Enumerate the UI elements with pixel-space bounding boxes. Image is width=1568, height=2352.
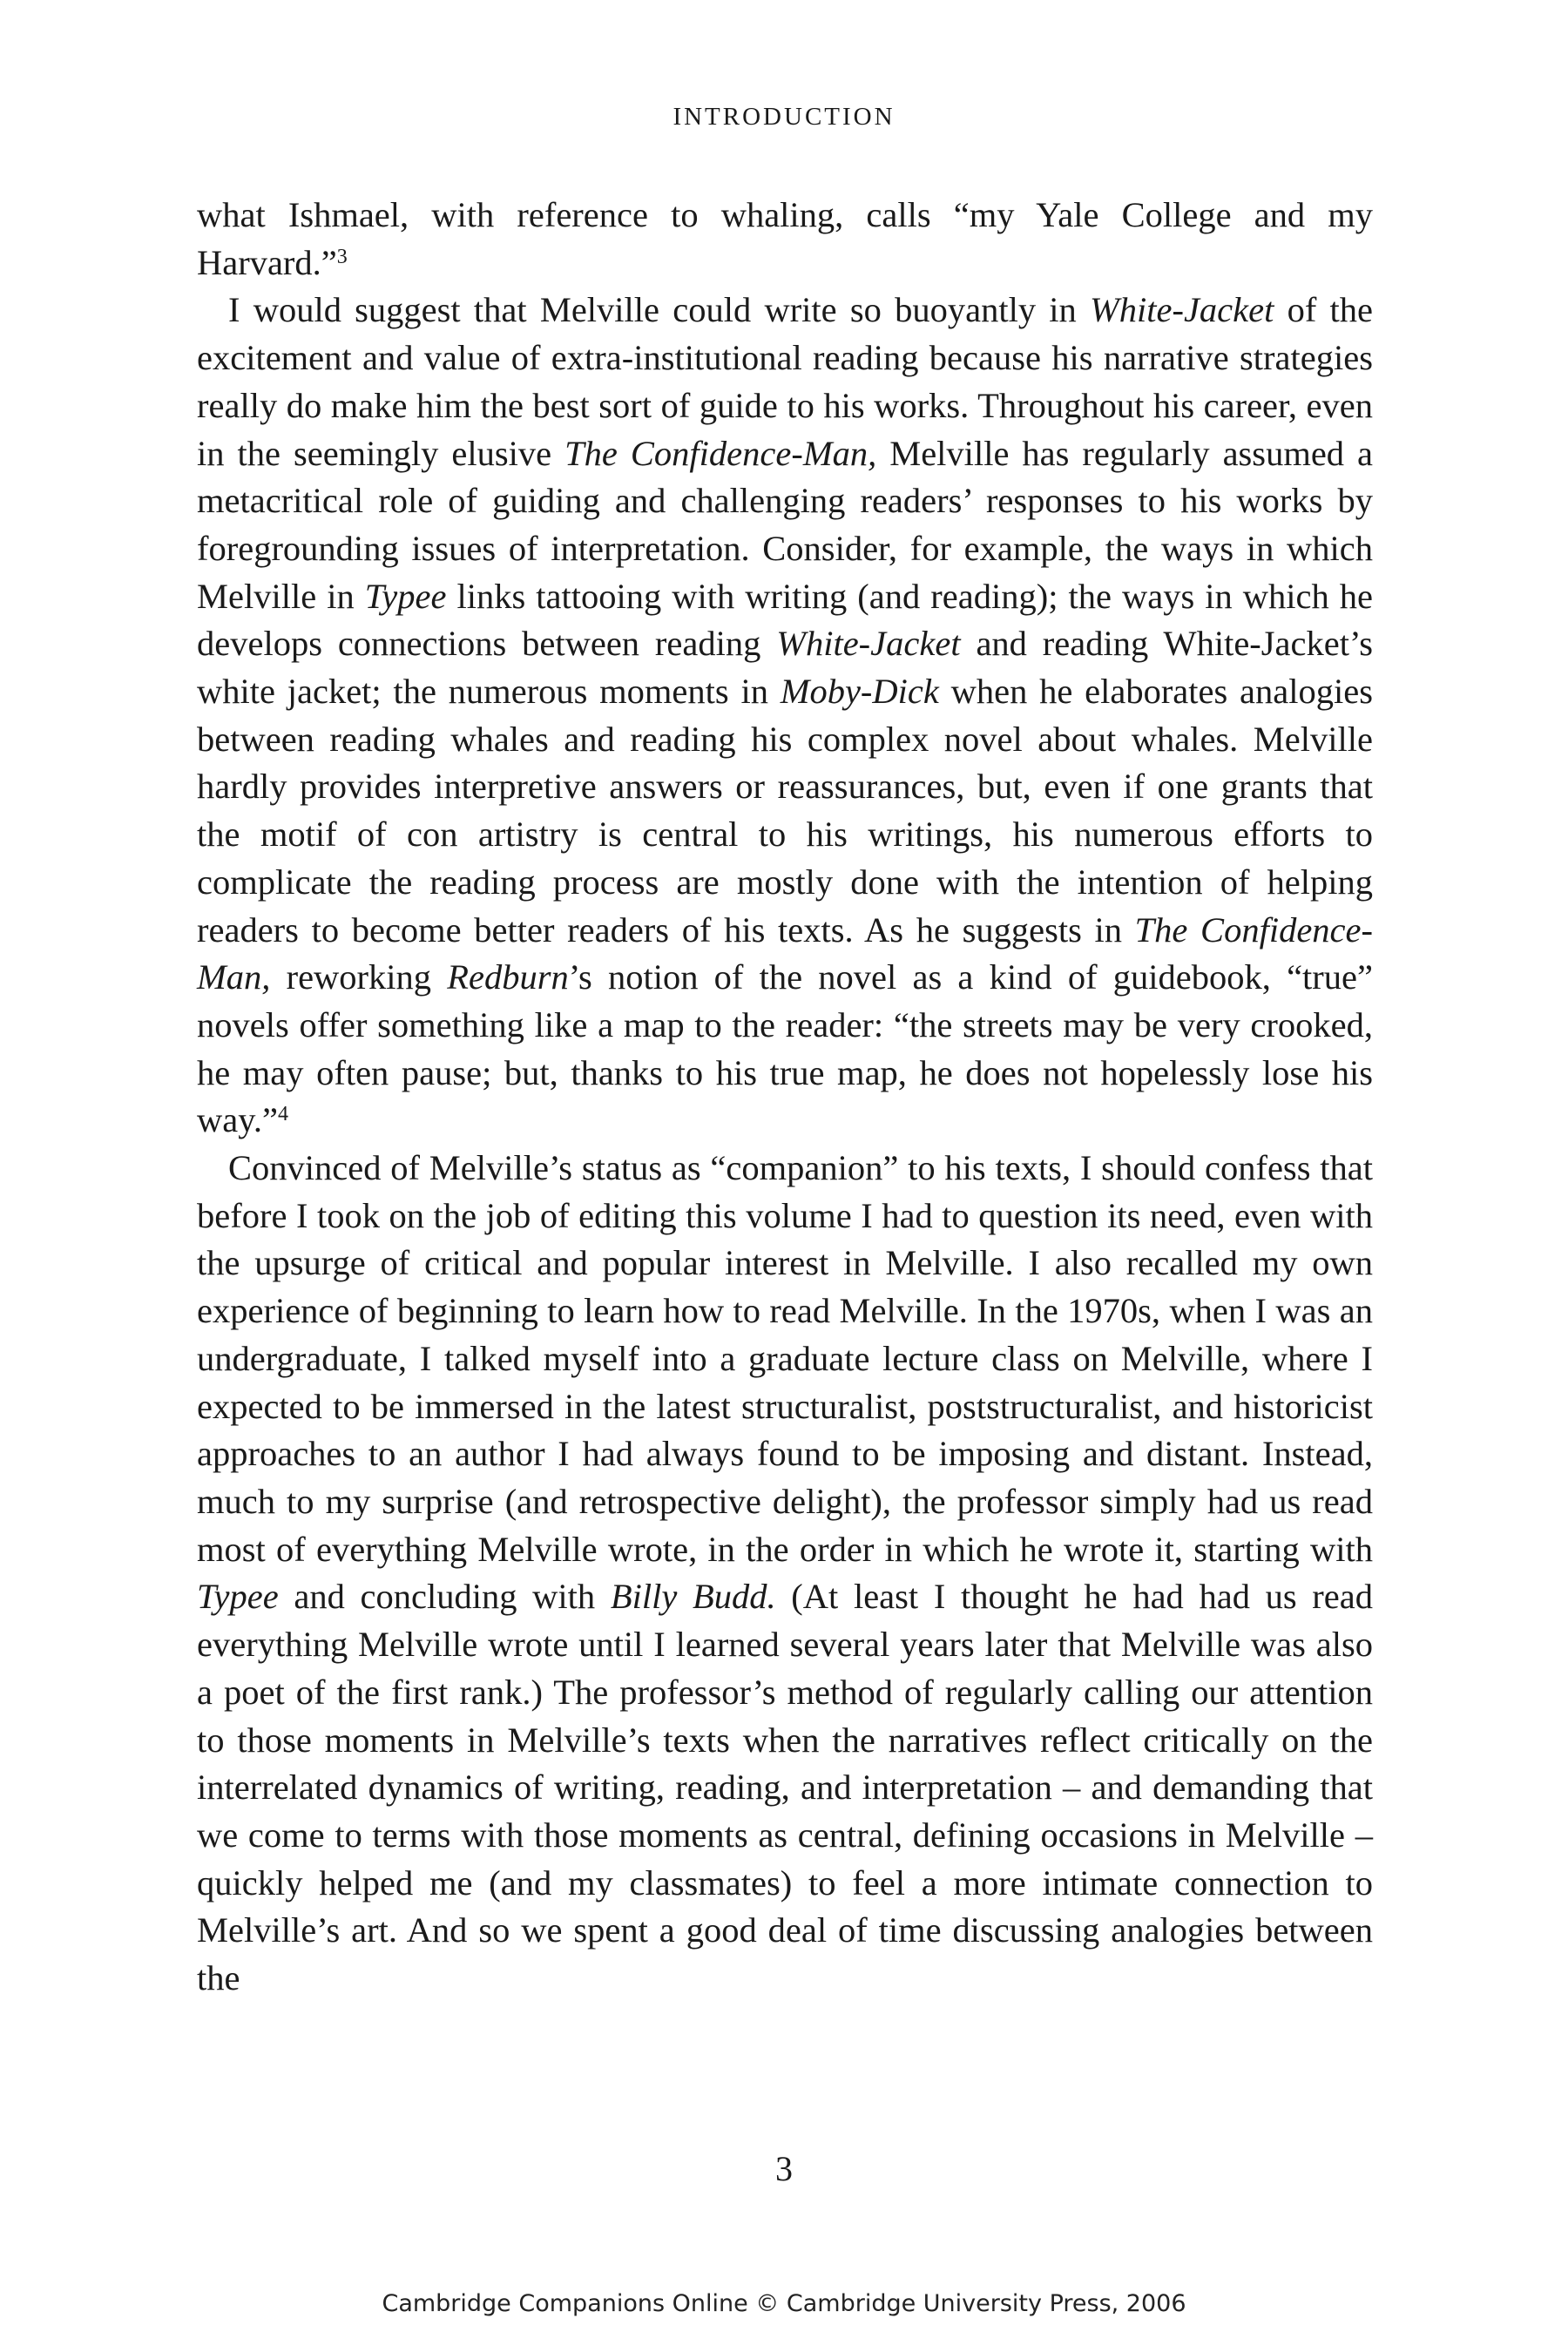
- italic-title: Redburn: [447, 957, 569, 997]
- italic-title: The Confidence-Man,: [197, 909, 1373, 997]
- text-run: ’s notion of the novel as a kind of guidebook, “true” novels offer something like a map to the reader: “the streets may be very crooked, he may often pause; but, thanks to his true map, he does not hopelessly lose his way.”: [197, 957, 1373, 1140]
- page-number: 3: [775, 2149, 793, 2188]
- text-run: reworking: [270, 957, 448, 997]
- footnote-marker: 4: [277, 1103, 288, 1126]
- paragraph: [197, 1145, 1373, 2003]
- text-run: links tattooing with writing (and reading); the ways in which he develops connections between reading: [197, 576, 1373, 664]
- italic-title: Typee: [197, 1577, 279, 1617]
- body-text: [197, 192, 1373, 2003]
- italic-title: Billy Budd.: [610, 1577, 776, 1617]
- text-run: of the excitement and value of extra-institutional reading because his narrative strategies really do make him the best sort of guide to his works. Throughout his career, even in the seemingly elusive: [197, 290, 1373, 473]
- italic-title: White-Jacket: [776, 624, 961, 664]
- text-run: I would suggest that Melville could write so buoyantly in: [228, 290, 1090, 330]
- italic-title: The Confidence-Man,: [564, 433, 877, 473]
- text-run: when he elaborates analogies between reading whales and reading his complex novel about whales. Melville hardly provides interpretive answers or reassurances, but, even if one grants that the motif of con artistry is central to his writings, his numerous efforts to complicate the reading process are mostly done with the intention of helping readers to become better readers of his texts. As he suggests in: [197, 672, 1373, 950]
- paragraph: [197, 287, 1373, 1145]
- italic-title: Typee: [364, 576, 447, 616]
- italic-title: White-Jacket: [1090, 290, 1274, 330]
- italic-title: Moby-Dick: [780, 672, 939, 712]
- copyright-footer: Cambridge Companions Online © Cambridge University Press, 2006: [382, 2290, 1186, 2317]
- text-run: Melville has regularly assumed a metacritical role of guiding and challenging readers’ responses to his works by foregrounding issues of interpretation. Consider, for example, the ways in which Melville in: [197, 433, 1374, 616]
- running-head: INTRODUCTION: [672, 103, 896, 131]
- footnote-marker: 3: [336, 245, 348, 268]
- paragraph: [197, 192, 1373, 287]
- text-run: Convinced of Melville’s status as “companion” to his texts, I should confess that before I took on the job of editing this volume I had to question its need, even with the upsurge of critical and popular interest in Melville. I also recalled my own experience of beginning to learn how to read Melville. In the 1970s, when I was an undergraduate, I talked myself into a graduate lecture class on Melville, where I expected to be immersed in the latest structuralist, poststructuralist, and historicist approaches to an author I had always found to be imposing and distant. Instead, much to my surprise (and retrospective delight), the professor simply had us read most of everything Melville wrote, in the order in which he wrote it, starting with: [197, 1148, 1373, 1569]
- text-run: and concluding with: [278, 1577, 611, 1617]
- text-run: what Ishmael, with reference to whaling, calls “my Yale College and my Harvard.”: [197, 195, 1373, 282]
- text-run: and reading White-Jacket’s white jacket; the numerous moments in: [197, 624, 1373, 712]
- text-run: (At least I thought he had had us read everything Melville wrote until I learned several years later that Melville was also a poet of the first rank.) The professor’s method of regularly calling our attention to those moments in Melville’s texts when the narratives reflect critically on the interrelated dynamics of writing, reading, and interpretation – and demanding that we come to terms with those moments as central, defining occasions in Melville – quickly helped me (and my classmates) to feel a more intimate connection to Melville’s art. And so we spent a good deal of time discussing analogies between the: [197, 1577, 1373, 1998]
